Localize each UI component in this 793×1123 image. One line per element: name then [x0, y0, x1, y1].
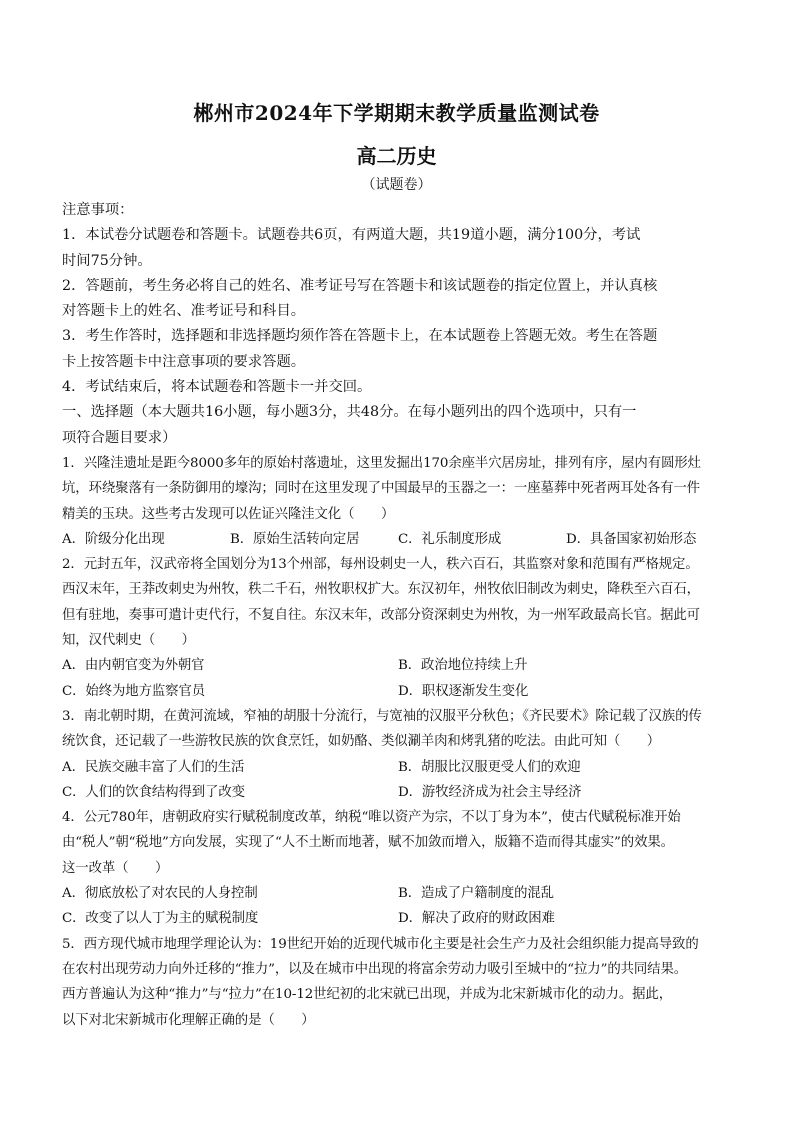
- question-text: 知，汉代刺史（ ）: [62, 633, 195, 649]
- notice-line: 2．答题前，考生务必将自己的姓名、准考证号写在答题卡和该试题卷的指定位置上，并认真核: [62, 277, 658, 294]
- exam-title: 郴州市2024年下学期期末教学质量监测试卷: [193, 101, 600, 125]
- notice-heading: 注意事项：: [62, 202, 134, 218]
- notice-line: 1．本试卷分试题卷和答题卡。试题卷共6页，有两道大题，共19道小题，满分100分，考试: [62, 227, 641, 244]
- options-row: [62, 780, 734, 805]
- option-d: D．具备国家初始形态: [566, 531, 697, 547]
- notice-list: [62, 223, 734, 400]
- section-line: 项符合题目要求）: [62, 429, 177, 446]
- paper-subtitle: （试题卷）: [361, 177, 432, 193]
- option-a: A．由内朝官变为外朝官: [62, 658, 205, 674]
- option-b: B．胡服比汉服更受人们的欢迎: [398, 759, 581, 775]
- option-b: B．政治地位持续上升: [398, 658, 528, 674]
- notice-line: 4．考试结束后，将本试题卷和答题卡一并交回。: [62, 379, 372, 396]
- options-row: [62, 679, 734, 704]
- question-text: 西汉末年，王莽改刺史为州牧，秩二千石，州牧职权扩大。东汉初年，州牧依旧制改为刺史，降秩至六百石，: [62, 582, 700, 598]
- option-b: B．造成了户籍制度的混乱: [398, 886, 554, 902]
- options-row: [62, 755, 734, 780]
- option-a: A．彻底放松了对农民的人身控制: [62, 886, 258, 902]
- question-text: 但有驻地，奏事可遣计吏代行，不复自往。东汉末年，改部分资深刺史为州牧，为一州军政最高长官。据此可: [62, 607, 700, 623]
- section-line: 一、选择题（本大题共16小题，每小题3分，共48分。在每小题列出的四个选项中，只有一: [62, 404, 637, 421]
- options-row: [62, 906, 734, 931]
- option-c: C．改变了以人丁为主的赋税制度: [62, 911, 259, 927]
- option-c: C．人们的饮食结构得到了改变: [62, 784, 245, 800]
- option-b: B．原始生活转向定居: [230, 531, 360, 547]
- question-text: 在农村出现劳动力向外迁移的“推力”，以及在城市中出现的将富余劳动力吸引至城中的“拉力”的共同结果。: [62, 961, 688, 977]
- option-d: D．职权逐渐发生变化: [398, 683, 529, 699]
- options-row: [62, 881, 734, 906]
- question-text: 5．西方现代城市地理学理论认为：19世纪开始的近现代城市化主要是社会生产力及社会组织能力提高导致的: [62, 936, 699, 952]
- options-row: [62, 527, 734, 552]
- question-text: 这一改革（ ）: [62, 860, 169, 876]
- question-text: 以下对北宋新城市化理解正确的是（ ）: [62, 1012, 315, 1028]
- section-heading: [62, 400, 734, 451]
- question-2: [62, 552, 734, 704]
- notice-line: 卡上按答题卡中注意事项的要求答题。: [62, 353, 306, 370]
- question-text: 由“税人”朝“税地”方向发展，实现了“人不土断而地著，赋不加敛而增入，版籍不造而得其虚实”的效果。: [62, 835, 674, 851]
- option-c: C．礼乐制度形成: [398, 531, 502, 547]
- question-4: [62, 805, 734, 931]
- notice-line: 时间75分钟。: [62, 252, 152, 269]
- subject-title: 高二历史: [356, 144, 437, 168]
- exam-content: [62, 198, 734, 1033]
- option-d: D．解决了政府的财政困难: [398, 911, 555, 927]
- notice-line: 对答题卡上的姓名、准考证号和科目。: [62, 303, 306, 320]
- question-5: [62, 932, 734, 1033]
- question-text: 3．南北朝时期，在黄河流域，窄袖的胡服十分流行，与宽袖的汉服平分秋色；《齐民要术》除记载了汉族的传: [62, 708, 702, 724]
- question-text: 西方普遍认为这种“推力”与“拉力”在10-12世纪初的北宋就已出现，并成为北宋新城市化的动力。据此，: [62, 987, 672, 1003]
- question-3: [62, 704, 734, 805]
- notice-line: 3．考生作答时，选择题和非选择题均须作答在答题卡上，在本试题卷上答题无效。考生在答题: [62, 328, 658, 345]
- option-d: D．游牧经济成为社会主导经济: [398, 784, 582, 800]
- question-text: 4．公元780年，唐朝政府实行赋税制度改革，纳税“唯以资产为宗，不以丁身为本”，使古代赋税标准开始: [62, 810, 681, 826]
- question-text: 统饮食，还记载了一些游牧民族的饮食烹饪，如奶酪、类似涮羊肉和烤乳猪的吃法。由此可知（ ）: [62, 734, 661, 750]
- question-text: 坑，环绕聚落有一条防御用的壕沟；同时在这里发现了中国最早的玉器之一：一座墓葬中死者两耳处各有一件: [62, 481, 700, 497]
- options-row: [62, 653, 734, 678]
- question-text: 精美的玉玦。这些考古发现可以佐证兴隆洼文化（ ）: [62, 506, 395, 522]
- option-c: C．始终为地方监察官员: [62, 683, 206, 699]
- question-1: [62, 451, 734, 552]
- question-text: 1．兴隆洼遗址是距今8000多年的原始村落遗址，这里发掘出170余座半穴居房址，排列有序，屋内有圆形灶: [62, 455, 701, 471]
- question-text: 2．元封五年，汉武帝将全国划分为13个州部，每州设刺史一人，秩六百石，其监察对象和范围有严格规定。: [62, 557, 699, 573]
- option-a: A．民族交融丰富了人们的生活: [62, 759, 245, 775]
- option-a: A．阶级分化出现: [62, 531, 165, 547]
